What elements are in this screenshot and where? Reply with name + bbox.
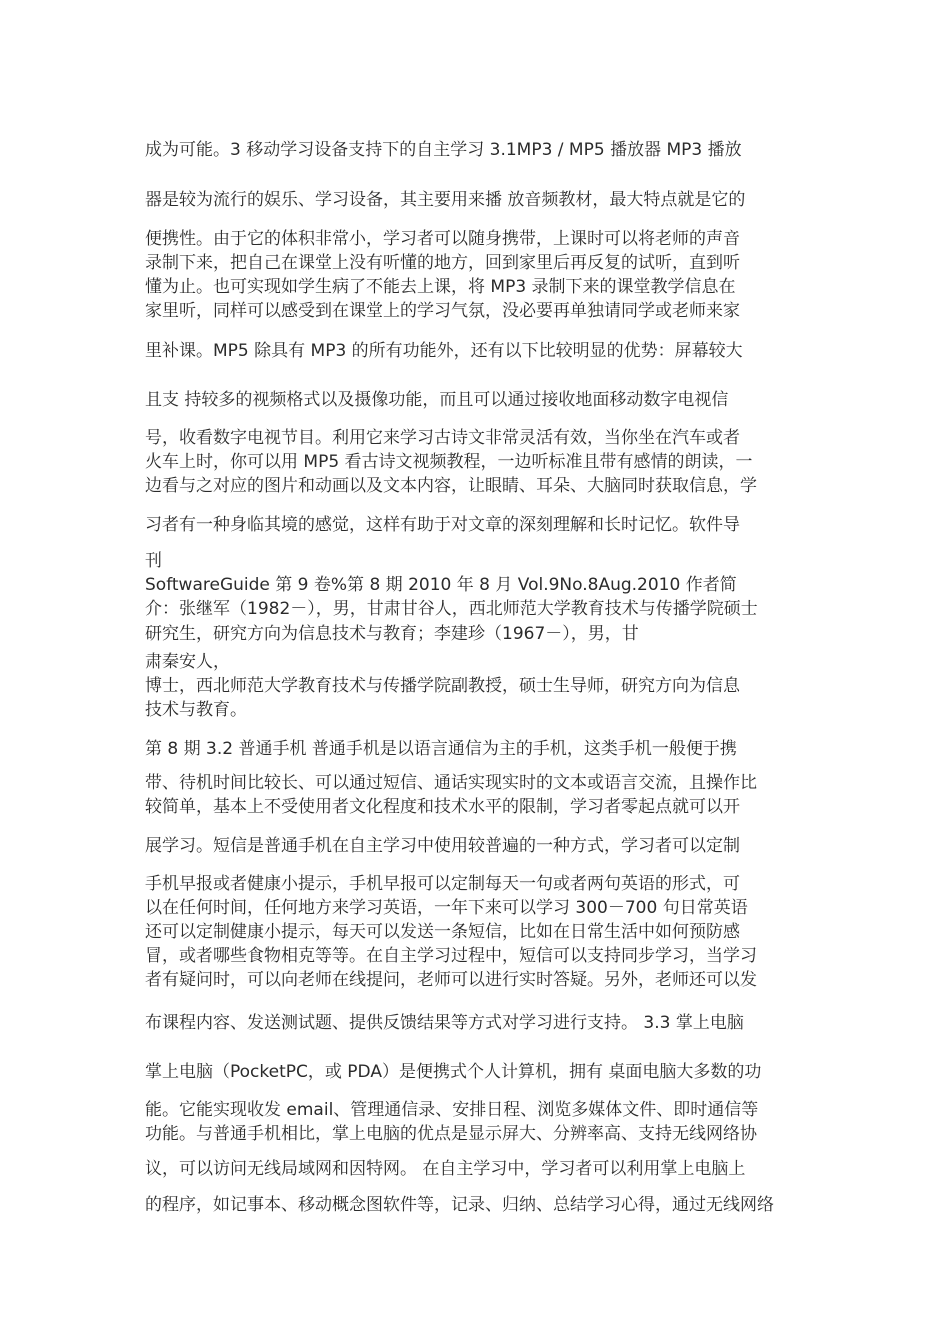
text-line: 肃秦安人， xyxy=(145,652,230,672)
text-line: 布课程内容、发送测试题、提供反馈结果等方式对学习进行支持。 3.3 掌上电脑 xyxy=(145,1013,744,1033)
text-line: 议，可以访问无线局域网和因特网。 在自主学习中，学习者可以利用掌上电脑上 xyxy=(145,1159,746,1179)
text-line: 边看与之对应的图片和动画以及文本内容，让眼睛、耳朵、大脑同时获取信息，学 xyxy=(145,476,757,496)
text-line: 且支 持较多的视频格式以及摄像功能，而且可以通过接收地面移动数字电视信 xyxy=(145,390,729,410)
text-line: 刊 xyxy=(145,551,162,571)
text-line: 展学习。短信是普通手机在自主学习中使用较普遍的一种方式，学习者可以定制 xyxy=(145,836,740,856)
text-line: 冒，或者哪些食物相克等等。在自主学习过程中，短信可以支持同步学习，当学习 xyxy=(145,946,757,966)
text-line: 功能。与普通手机相比，掌上电脑的优点是显示屏大、分辨率高、支持无线网络协 xyxy=(145,1124,757,1144)
text-line: 家里听，同样可以感受到在课堂上的学习气氛，没必要再单独请同学或老师来家 xyxy=(145,301,740,321)
text-line: 博士，西北师范大学教育技术与传播学院副教授，硕士生导师，研究方向为信息 xyxy=(145,676,740,696)
text-line: 器是较为流行的娱乐、学习设备，其主要用来播 放音频教材，最大特点就是它的 xyxy=(145,190,746,210)
text-line: 懂为止。也可实现如学生病了不能去上课，将 MP3 录制下来的课堂教学信息在 xyxy=(145,277,736,297)
text-line: 的程序，如记事本、移动概念图软件等，记录、归纳、总结学习心得，通过无线网络 xyxy=(145,1195,774,1215)
text-line: 带、待机时间比较长、可以通过短信、通话实现实时的文本或语言交流，且操作比 xyxy=(145,773,757,793)
text-line: 能。它能实现收发 email、管理通信录、安排日程、浏览多媒体文件、即时通信等 xyxy=(145,1100,759,1120)
text-line: 习者有一种身临其境的感觉，这样有助于对文章的深刻理解和长时记忆。软件导 xyxy=(145,515,740,535)
text-line: 便携性。由于它的体积非常小，学习者可以随身携带，上课时可以将老师的声音 xyxy=(145,229,740,249)
text-line: 介：张继军（1982－），男，甘肃甘谷人，西北师范大学教育技术与传播学院硕士 xyxy=(145,599,758,619)
text-line: 第 8 期 3.2 普通手机 普通手机是以语言通信为主的手机，这类手机一般便于携 xyxy=(145,739,737,759)
text-line: 号，收看数字电视节目。利用它来学习古诗文非常灵活有效，当你坐在汽车或者 xyxy=(145,428,740,448)
text-line: 掌上电脑（PocketPC，或 PDA）是便携式个人计算机，拥有 桌面电脑大多数的功 xyxy=(145,1062,762,1082)
text-line: 者有疑问时，可以向老师在线提问，老师可以进行实时答疑。另外，老师还可以发 xyxy=(145,970,757,990)
text-line: SoftwareGuide 第 9 卷%第 8 期 2010 年 8 月 Vol.9No.8Aug.2010 作者简 xyxy=(145,575,737,595)
text-line: 以在任何时间，任何地方来学习英语，一年下来可以学习 300－700 句日常英语 xyxy=(145,898,748,918)
text-line: 技术与教育。 xyxy=(145,700,247,720)
text-line: 录制下来，把自己在课堂上没有听懂的地方，回到家里后再反复的试听，直到听 xyxy=(145,253,740,273)
text-line: 里补课。MP5 除具有 MP3 的所有功能外，还有以下比较明显的优势：屏幕较大 xyxy=(145,341,743,361)
text-line: 成为可能。3 移动学习设备支持下的自主学习 3.1MP3 / MP5 播放器 MP3 播放 xyxy=(145,140,742,160)
text-line: 手机早报或者健康小提示，手机早报可以定制每天一句或者两句英语的形式，可 xyxy=(145,874,740,894)
text-line: 火车上时，你可以用 MP5 看古诗文视频教程，一边听标准且带有感情的朗读，一 xyxy=(145,452,753,472)
text-line: 还可以定制健康小提示，每天可以发送一条短信，比如在日常生活中如何预防感 xyxy=(145,922,740,942)
text-line: 较简单，基本上不受使用者文化程度和技术水平的限制，学习者零起点就可以开 xyxy=(145,797,740,817)
text-line: 研究生，研究方向为信息技术与教育；李建珍（1967－），男，甘 xyxy=(145,624,639,644)
